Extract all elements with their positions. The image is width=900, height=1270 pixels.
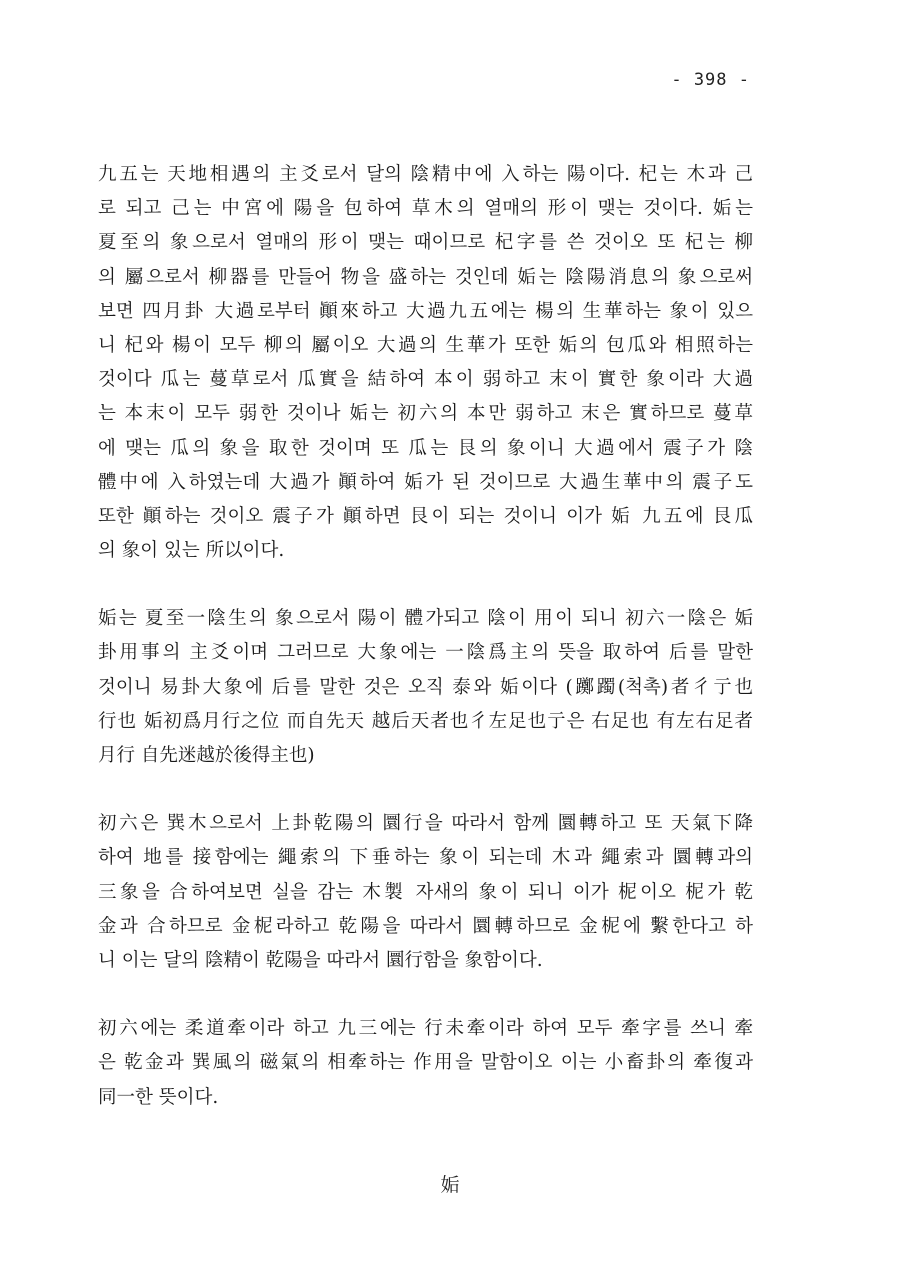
text-line: 行也 姤初爲月行之位 而自先天 越后天者也彳左足也亍은 右足也 有左右足者 <box>98 710 753 732</box>
text-line: 또한 顚하는 것이오 震子가 顚하면 艮이 되는 것이니 이가 姤 九五에 艮瓜 <box>98 505 753 527</box>
body-text <box>98 158 753 1149</box>
page-footer-title: 姤 <box>440 1174 460 1196</box>
paragraph-3 <box>98 807 753 978</box>
text-line: 體中에 入하였는데 大過가 顚하여 姤가 된 것이므로 大過生華中의 震子도 <box>98 471 753 493</box>
text-line: 하여 地를 接함에는 繩索의 下垂하는 象이 되는데 木과 繩索과 圜轉과의 <box>98 847 753 869</box>
text-line: 夏至의 象으로서 열매의 形이 맺는 때이므로 杞字를 쓴 것이오 또 杞는 柳 <box>98 232 753 254</box>
text-line: 同一한 뜻이다. <box>98 1086 219 1108</box>
text-line: 卦用事의 主爻이며 그러므로 大象에는 一陰爲主의 뜻을 取하여 后를 말한 <box>98 642 753 664</box>
text-line: 니 이는 달의 陰精이 乾陽을 따라서 圜行함을 象함이다. <box>98 949 543 971</box>
paragraph-2 <box>98 602 753 773</box>
text-line: 로 되고 己는 中宮에 陽을 包하여 草木의 열매의 形이 맺는 것이다. 姤는 <box>98 198 753 220</box>
text-line: 에 맺는 瓜의 象을 取한 것이며 또 瓜는 艮의 象이니 大過에서 震子가 陰 <box>98 437 753 459</box>
text-line: 金과 合하므로 金柅라하고 乾陽을 따라서 圜轉하므로 金柅에 繫한다고 하 <box>98 915 753 937</box>
text-line: 것이다 瓜는 蔓草로서 瓜實을 結하여 本이 弱하고 末이 實한 象이라 大過 <box>98 369 753 391</box>
text-line: 은 乾金과 巽風의 磁氣의 相牽하는 作用을 말함이오 이는 小畜卦의 牽復과 <box>98 1052 753 1074</box>
text-line: 九五는 天地相遇의 主爻로서 달의 陰精中에 入하는 陽이다. 杞는 木과 己 <box>98 164 753 185</box>
text-line: 三象을 合하여보면 실을 감는 木製 자새의 象이 되니 이가 柅이오 柅가 乾 <box>98 881 753 903</box>
page-number: - 398 - <box>671 70 750 90</box>
text-line: 姤는 夏至一陰生의 象으로서 陽이 體가되고 陰이 用이 되니 初六一陰은 姤 <box>98 608 753 630</box>
text-line: 初六에는 柔道牽이라 하고 九三에는 行未牽이라 하여 모두 牽字를 쓰니 牽 <box>98 1018 753 1040</box>
text-line: 는 本末이 모두 弱한 것이나 姤는 初六의 本만 弱하고 末은 實하므로 蔓草 <box>98 403 753 425</box>
paragraph-1 <box>98 158 753 568</box>
text-line: 보면 四月卦 大過로부터 顚來하고 大過九五에는 楊의 生華하는 象이 있으 <box>98 300 753 322</box>
text-line: 月行 自先迷越於後得主也) <box>98 745 315 766</box>
text-line: 의 屬으로서 柳器를 만들어 物을 盛하는 것인데 姤는 陰陽消息의 象으로써 <box>98 266 753 288</box>
paragraph-4 <box>98 1012 753 1115</box>
text-line: 것이니 易卦大象에 后를 말한 것은 오직 泰와 姤이다 (躑躅(척촉)者彳亍也 <box>98 676 753 698</box>
text-line: 의 象이 있는 所以이다. <box>98 540 285 562</box>
text-line: 初六은 巽木으로서 上卦乾陽의 圜行을 따라서 함께 圜轉하고 또 天氣下降 <box>98 813 753 835</box>
text-line: 니 杞와 楊이 모두 柳의 屬이오 大過의 生華가 또한 姤의 包瓜와 相照하는 <box>98 334 753 356</box>
